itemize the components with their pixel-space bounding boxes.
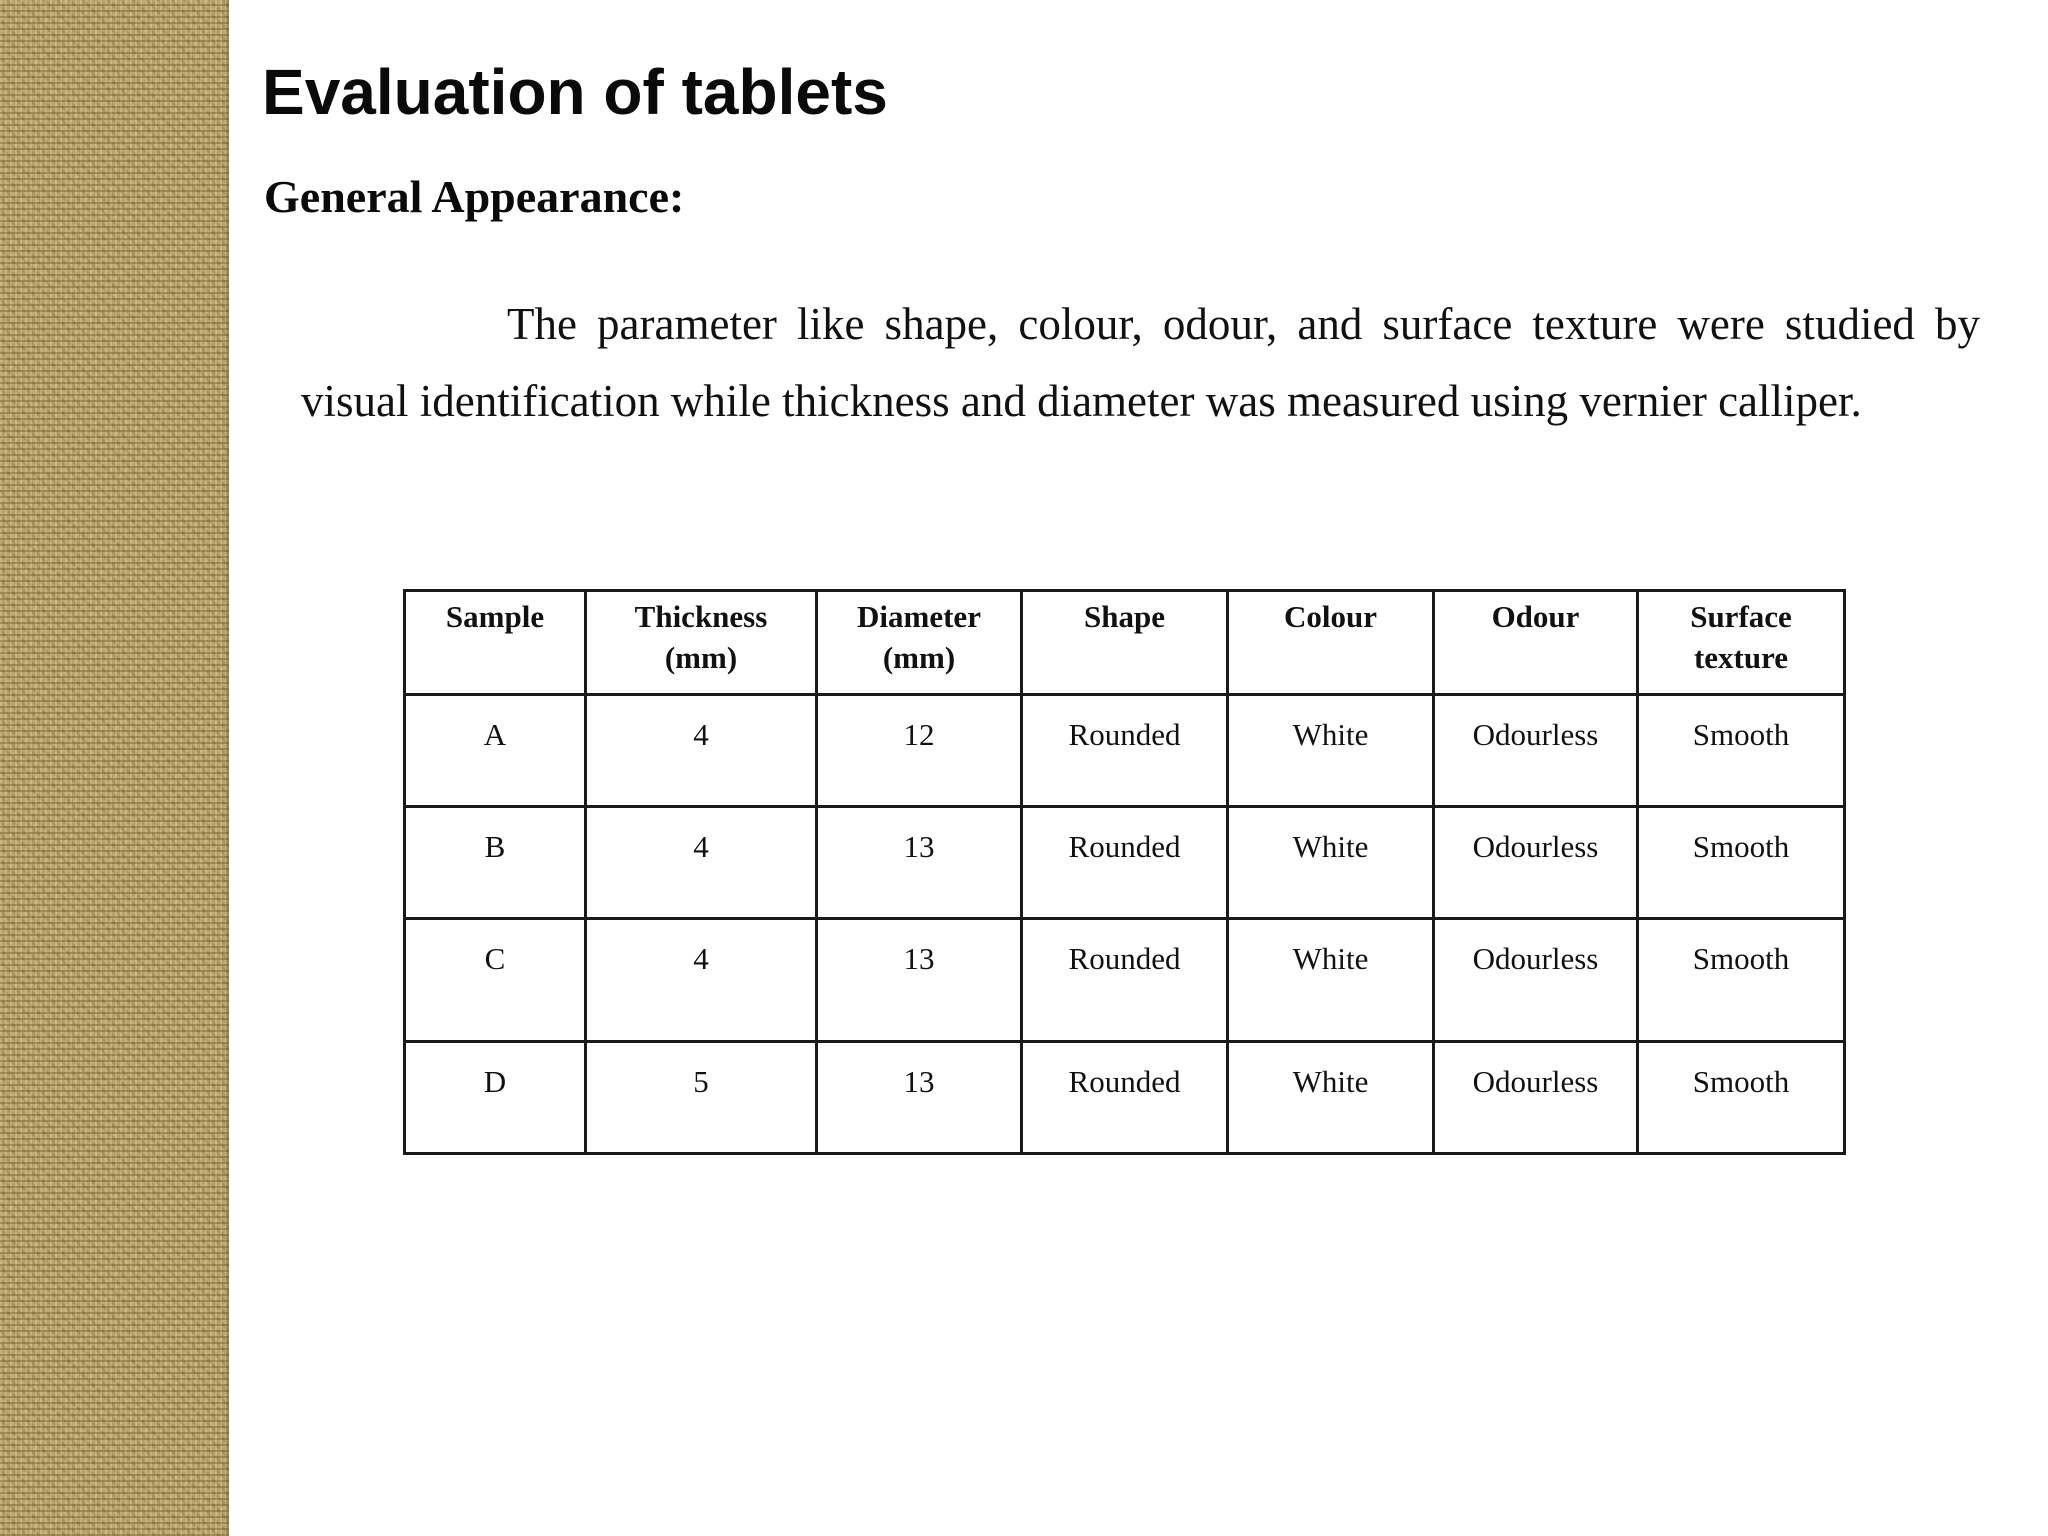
header-line-2: texture (1693, 640, 1789, 675)
cell-sample: A (405, 695, 586, 807)
cell-sample: C (405, 919, 586, 1042)
section-heading: General Appearance: (264, 171, 685, 222)
table-row (405, 695, 1845, 807)
cell-diameter: 13 (817, 807, 1022, 919)
header-line: Colour (1284, 599, 1377, 634)
cell-diameter: 13 (817, 1042, 1022, 1154)
table-row (405, 919, 1845, 1042)
cell-surface-texture: Smooth (1638, 807, 1845, 919)
header-odour (1434, 591, 1638, 695)
description-paragraph: The parameter like shape, colour, odour, and surface texture were studied by visual identification while thickness and diameter was measured using vernier calliper. (301, 299, 1980, 426)
cell-thickness: 4 (586, 919, 817, 1042)
cell-odour: Odourless (1434, 695, 1638, 807)
cell-thickness: 4 (586, 695, 817, 807)
header-diameter (817, 591, 1022, 695)
cell-colour: White (1228, 1042, 1434, 1154)
cell-odour: Odourless (1434, 1042, 1638, 1154)
sidebar-edge (226, 0, 229, 1536)
header-line: Odour (1491, 599, 1580, 634)
cell-colour: White (1228, 919, 1434, 1042)
cell-shape: Rounded (1022, 807, 1228, 919)
table-header-row (405, 591, 1845, 695)
table-row (405, 807, 1845, 919)
header-line: Sample (445, 599, 545, 634)
cell-thickness: 5 (586, 1042, 817, 1154)
header-line: Surface (1690, 599, 1792, 634)
cell-surface-texture: Smooth (1638, 1042, 1845, 1154)
header-shape (1022, 591, 1228, 695)
header-sample (405, 591, 586, 695)
cell-sample: D (405, 1042, 586, 1154)
header-line: Shape (1084, 599, 1165, 634)
cell-shape: Rounded (1022, 919, 1228, 1042)
burlap-texture-sidebar (0, 0, 229, 1536)
cell-shape: Rounded (1022, 695, 1228, 807)
evaluation-table-container (403, 589, 1846, 1155)
header-surface-texture (1638, 591, 1845, 695)
cell-thickness: 4 (586, 807, 817, 919)
header-line: Thickness (634, 599, 768, 634)
cell-diameter: 13 (817, 919, 1022, 1042)
cell-colour: White (1228, 695, 1434, 807)
header-unit: (mm) (882, 640, 956, 675)
cell-colour: White (1228, 807, 1434, 919)
header-thickness (586, 591, 817, 695)
cell-diameter: 12 (817, 695, 1022, 807)
header-line: Diameter (857, 599, 981, 634)
cell-surface-texture: Smooth (1638, 919, 1845, 1042)
header-unit: (mm) (664, 640, 738, 675)
cell-surface-texture: Smooth (1638, 695, 1845, 807)
slide-title: Evaluation of tablets (262, 56, 888, 128)
header-colour (1228, 591, 1434, 695)
table-row (405, 1042, 1845, 1154)
cell-odour: Odourless (1434, 919, 1638, 1042)
cell-odour: Odourless (1434, 807, 1638, 919)
cell-sample: B (405, 807, 586, 919)
evaluation-table (403, 589, 1846, 1155)
cell-shape: Rounded (1022, 1042, 1228, 1154)
